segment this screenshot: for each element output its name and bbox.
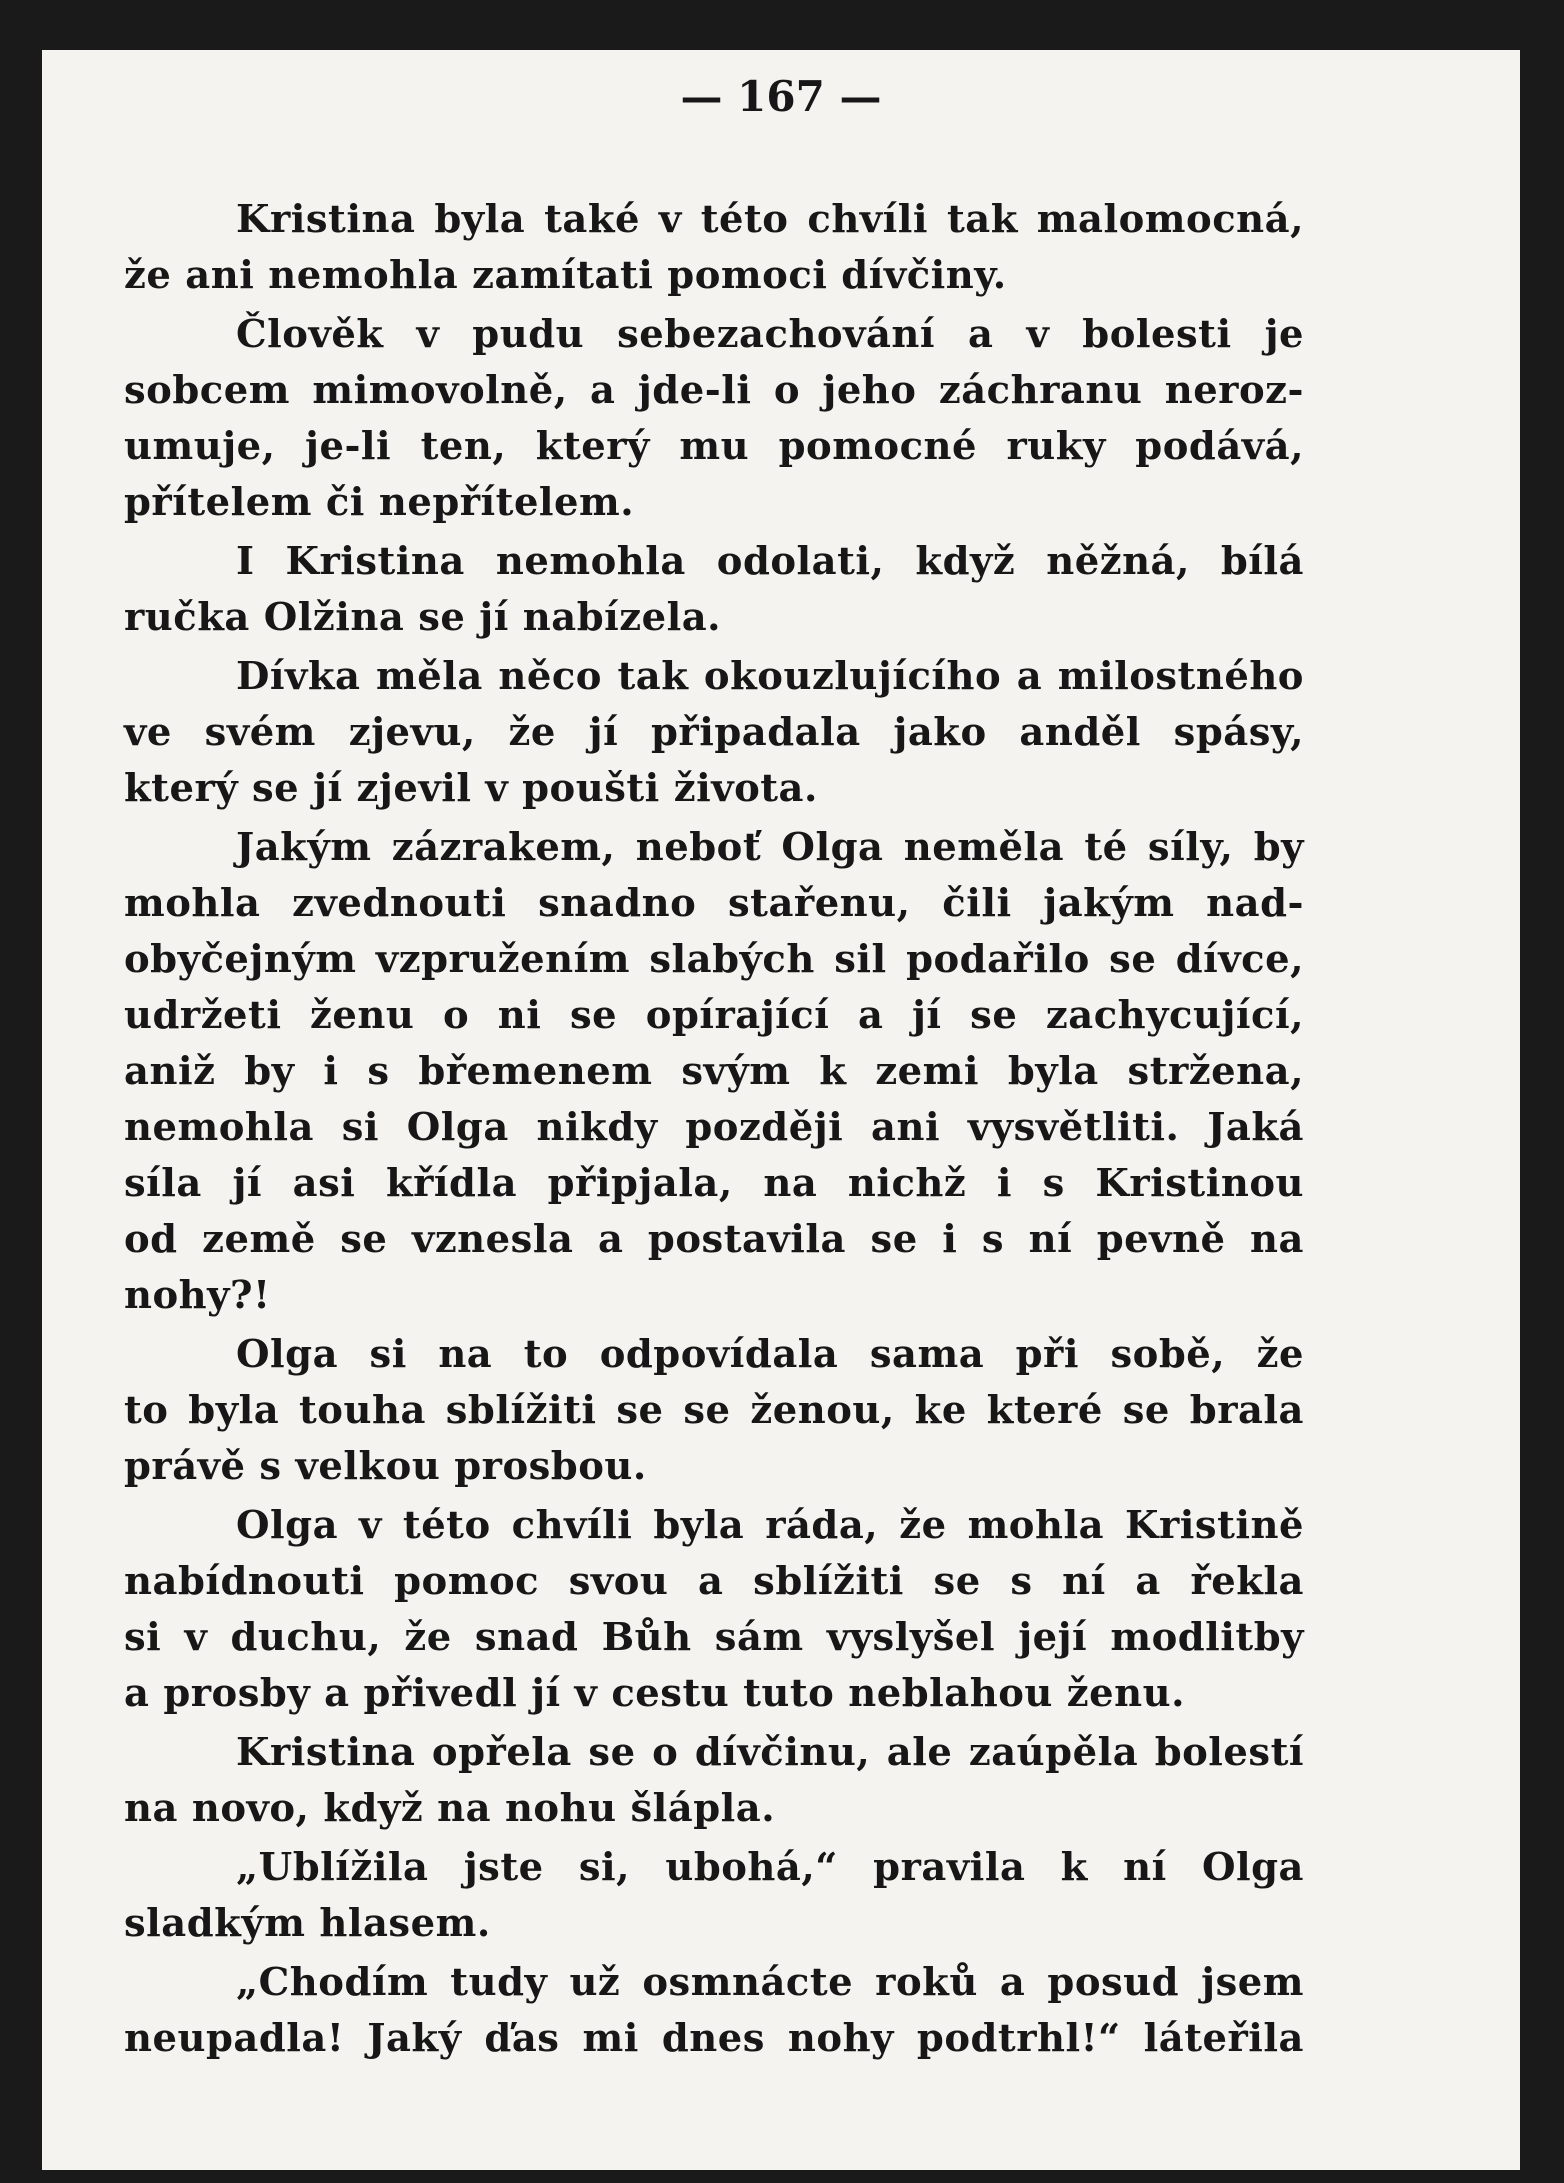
text-line: obyčejným vzpružením slabých sil podařilo se dívce, [124,937,1304,982]
text-line: Dívka měla něco tak okouzlujícího a milostného [236,654,1304,699]
text-line: nohy?! [124,1273,271,1318]
text-line: přítelem či nepřítelem. [124,480,635,525]
text-line: si v duchu, že snad Bůh sám vyslyšel její modlitby [124,1615,1304,1660]
text-line: Olga si na to odpovídala sama při sobě, že [236,1332,1304,1377]
text-line: udržeti ženu o ni se opírající a jí se zachycující, [124,993,1304,1038]
book-page [42,50,1520,2170]
paragraph [124,1955,1304,2067]
text-line: mohla zvednouti snadno stařenu, čili jakým nad- [124,881,1304,926]
text-line: sladkým hlasem. [124,1901,491,1946]
paragraph [124,820,1304,1324]
paragraph [124,534,1304,646]
text-line: sobcem mimovolně, a jde-li o jeho záchranu neroz- [124,368,1304,413]
text-line: ručka Olžina se jí nabízela. [124,595,722,640]
text-line: Člověk v pudu sebezachování a v bolesti je [236,312,1304,357]
text-line: „Ublížila jste si, ubohá,“ pravila k ní Olga [236,1845,1304,1890]
page-number: — 167 — [680,72,882,121]
text-line: nemohla si Olga nikdy později ani vysvětliti. Jaká [124,1105,1304,1150]
text-line: „Chodím tudy už osmnácte roků a posud jsem [236,1960,1304,2005]
text-line: na novo, když na nohu šlápla. [124,1786,776,1831]
paragraph [124,1840,1304,1952]
page-body [124,192,1304,2070]
text-line: který se jí zjevil v poušti života. [124,766,818,811]
text-line: Olga v této chvíli byla ráda, že mohla Kristině [236,1503,1304,1548]
text-line: že ani nemohla zamítati pomoci dívčiny. [124,253,1007,298]
paragraph [124,307,1304,531]
text-line: umuje, je-li ten, který mu pomocné ruky podává, [124,424,1304,469]
paragraph [124,649,1304,817]
text-line: nabídnouti pomoc svou a sblížiti se s ní a řekla [124,1559,1304,1604]
text-line: ve svém zjevu, že jí připadala jako anděl spásy, [124,710,1304,755]
text-line: aniž by i s břemenem svým k zemi byla stržena, [124,1049,1304,1094]
text-line: neupadla! Jaký ďas mi dnes nohy podtrhl!“ láteřila [124,2016,1304,2061]
text-line: od země se vznesla a postavila se i s ní pevně na [124,1217,1304,1262]
paragraph [124,1725,1304,1837]
text-line: Kristina byla také v této chvíli tak malomocná, [236,197,1304,242]
text-line: to byla touha sblížiti se se ženou, ke které se brala [124,1388,1304,1433]
paragraph [124,1327,1304,1495]
text-line: I Kristina nemohla odolati, když něžná, bílá [236,539,1304,584]
paragraph [124,1498,1304,1722]
text-line: síla jí asi křídla připjala, na nichž i s Kristinou [124,1161,1304,1206]
text-line: právě s velkou prosbou. [124,1444,647,1489]
text-line: Jakým zázrakem, neboť Olga neměla té síly, by [236,825,1304,870]
text-line: Kristina opřela se o dívčinu, ale zaúpěla bolestí [236,1730,1304,1775]
paragraph [124,192,1304,304]
text-line: a prosby a přivedl jí v cestu tuto neblahou ženu. [124,1671,1186,1716]
